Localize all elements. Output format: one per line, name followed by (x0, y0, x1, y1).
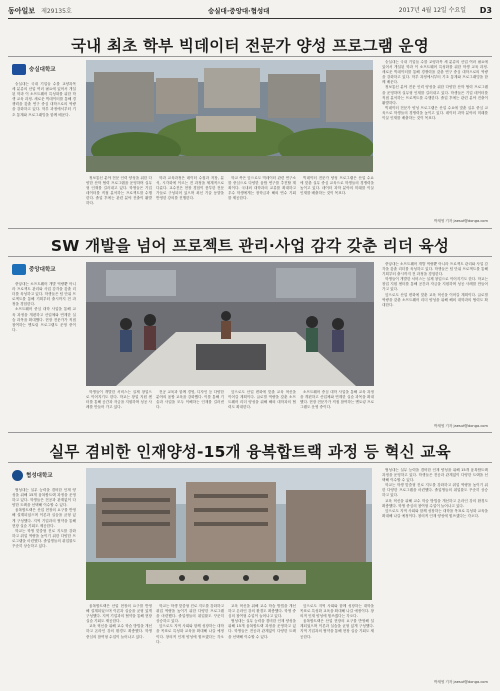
logo-article-2 (12, 264, 56, 275)
byline-article-1: 박재영 기자 jaesuf@donga.com (433, 219, 488, 223)
logo-article-1 (12, 64, 56, 75)
campus-building-photo (86, 468, 372, 600)
students-group-photo (86, 262, 374, 386)
section-title: 숭실대·중앙대·협성대 (208, 7, 270, 15)
logo-text: 중앙대학교 (29, 266, 56, 273)
article-2-column-3: 전공 교육과 함께 경영, 디자인 등 다양한 분야의 융합 교육을 강화했다. 이를 통해 기술과 사업을 모두 이해하는 인재를 길러낸다. (156, 390, 224, 410)
newspaper-brand: 동아일보 (8, 6, 36, 15)
logo-text: 협성대학교 (26, 472, 53, 479)
article-3-column-1: 협성대는 실무 능력을 겸비한 인재 양성을 위해 15개 융복합트랙 과정을 운영하고 있다. 학생들은 전공과 관계없이 다양한 트랙을 선택해 이수할 수 있다. 융복합트랙은 산업 현장의 요구를 반영해 설계되었으며 이론과 실습을 균형 있게 구성했다. 지역 기업과의 협약을 통해 현장 실습 기회도 제공한다. 학교는 학생 맞춤형 진로 지도를 강화하고 취업 역량을 높이기 위한 다양한 프로그램을 마련했다. 졸업생들의 취업률도 꾸준히 상승하고 있다. (12, 488, 76, 549)
article-2-column-1: 중앙대는 소프트웨어 개발 역량뿐 아니라 프로젝트 관리와 사업 감각을 갖춘 리더를 육성하고 있다. 학생들은 팀 단위 프로젝트를 통해 기획부터 출시까지 전 과정을 경험한다. 소프트웨어 중심 대학 사업을 통해 교육 과정을 개편하고 산업체와 연계한 실습 과목을 확대했다. 현장 전문가가 직접 참여하는 멘토링 프로그램도 운영 중이다. (12, 282, 76, 332)
headline-article-3: 실무 겸비한 인재양성-15개 융복합트랙 과정 등 혁신 교육 (49, 443, 451, 461)
article-2-column-2: 학생들이 개발한 서비스는 실제 창업으로 이어지기도 한다. 학교는 창업 지원 센터를 통해 공간과 자금을 지원하며 성공 사례를 만들어 가고 있다. (86, 390, 152, 410)
page-number: D3 (479, 6, 492, 15)
article-1-column-3: 학과 교육과정은 데이터 수집과 저장, 분석, 시각화에 이르는 전 과정을 체계적으로 다룬다. 교수진은 현장 경험이 풍부한 전문가들로 구성되어 있으며 최신 기술 동향을 반영한 강의를 진행한다. (156, 176, 224, 201)
article-3-column-2: 융복합트랙은 산업 현장의 요구를 반영해 설계되었으며 이론과 실습을 균형 있게 구성했다. 지역 기업과의 협약을 통해 현장 실습 기회도 제공한다. 교육 혁신을 위해 교수 학습 방법을 개선하고 온라인 강의 환경도 확충했다. 학생 중심의 참여형 수업이 늘어나고 있다. (86, 604, 152, 639)
article-2-column-6: 중앙대는 소프트웨어 개발 역량뿐 아니라 프로젝트 관리와 사업 감각을 갖춘 리더를 육성하고 있다. 학생들은 팀 단위 프로젝트를 통해 기획부터 출시까지 전 과정을 경험한다. 학생들이 개발한 서비스는 실제 창업으로 이어지기도 한다. 학교는 창업 지원 센터를 통해 공간과 자금을 지원하며 성공 사례를 만들어 가고 있다. 앞으로도 산업 변화에 맞춘 교육 혁신을 이어갈 계획이다. 글로벌 역량을 갖춘 소프트웨어 리더 양성을 위해 해외 대학과의 협력도 확대한다. (382, 262, 488, 307)
logo-article-3 (12, 470, 53, 481)
university-emblem-icon (12, 264, 26, 275)
article-1-column-6: 숭실대는 국내 기업들 수를 교양과목 세 분류의 산업 여러 필요에 있어서 개설된 학과 이 소프트웨어 특성화를 위한 학생 교육 과정. 새로운 빅데이터를 통해 경쟁력을 갖춘 연구 중심 대학으로의 역량을 강화하고 있다. 학부 과정에서부터 기초 통계와 프로그래밍을 함께 배운다. 정보통신 분야 전문 인력 양성을 위한 다양한 산학 협력 프로그램을 운영하며 실무형 인재를 길러내고 있다. 학생들은 기업 데이터를 직접 분석하는 프로젝트를 수행한다. 졸업 후에는 관련 분야 진출이 활발하다. 빅데이터 전문가 양성 프로그램은 산업 수요에 맞춘 실무 중심 교육으로 학생들의 경쟁력을 높이고 있다. 데이터 과학 분야의 미래를 이끌 인재를 배출하는 것이 목표다. (382, 60, 488, 121)
headline-article-2: SW 개발을 넘어 프로젝트 관리·사업 감각 갖춘 리더 육성 (50, 237, 450, 255)
article-3-column-3: 학교는 학생 맞춤형 진로 지도를 강화하고 취업 역량을 높이기 위한 다양한 프로그램을 마련했다. 졸업생들의 취업률도 꾸준히 상승하고 있다. 앞으로도 지역 사회와 함께 성장하는 대학을 목표로 특성화 교육을 확대해 나갈 예정이다. 창의적 인재 양성에 힘쓰겠다는 각오다. (156, 604, 224, 644)
article-3-column-4: 교육 혁신을 위해 교수 학습 방법을 개선하고 온라인 강의 환경도 확충했다. 학생 중심의 참여형 수업이 늘어나고 있다. 협성대는 실무 능력을 겸비한 인재 양성을 위해 15개 융복합트랙 과정을 운영하고 있다. 학생들은 전공과 관계없이 다양한 트랙을 선택해 이수할 수 있다. (228, 604, 296, 639)
article-2-column-4: 앞으로도 산업 변화에 맞춘 교육 혁신을 이어갈 계획이다. 글로벌 역량을 갖춘 소프트웨어 리더 양성을 위해 해외 대학과의 협력도 확대한다. (228, 390, 296, 410)
divider (8, 432, 492, 433)
byline-article-2: 박재영 기자 jaesuf@donga.com (433, 424, 488, 428)
article-2-column-5: 소프트웨어 중심 대학 사업을 통해 교육 과정을 개편하고 산업체와 연계한 실습 과목을 확대했다. 현장 전문가가 직접 참여하는 멘토링 프로그램도 운영 중이다. (300, 390, 374, 410)
article-3-column-6: 협성대는 실무 능력을 겸비한 인재 양성을 위해 15개 융복합트랙 과정을 운영하고 있다. 학생들은 전공과 관계없이 다양한 트랙을 선택해 이수할 수 있다. 학교는 학생 맞춤형 진로 지도를 강화하고 취업 역량을 높이기 위한 다양한 프로그램을 마련했다. 졸업생들의 취업률도 꾸준히 상승하고 있다. 교육 혁신을 위해 교수 학습 방법을 개선하고 온라인 강의 환경도 확충했다. 학생 중심의 참여형 수업이 늘어나고 있다. 앞으로도 지역 사회와 함께 성장하는 대학을 목표로 특성화 교육을 확대해 나갈 예정이다. 창의적 인재 양성에 힘쓰겠다는 각오다. (382, 468, 488, 518)
issue-number: 제29135호 (41, 8, 72, 15)
publication-date: 2017년 4월 12일 수요일 (398, 7, 466, 14)
logo-text: 숭실대학교 (29, 66, 56, 73)
article-1-column-1: 숭실대는 국내 기업들 수를 교양과목 세 분류의 산업 여러 필요에 있어서 개설된 학과 이 소프트웨어 특성화를 위한 학생 교육 과정. 새로운 빅데이터를 통해 경쟁력을 갖춘 연구 중심 대학으로의 역량을 강화하고 있다. 학부 과정에서부터 기초 통계와 프로그래밍을 함께 배운다. (12, 82, 76, 117)
divider (8, 462, 492, 463)
campus-aerial-photo (86, 60, 373, 172)
article-3-column-5: 앞으로도 지역 사회와 함께 성장하는 대학을 목표로 특성화 교육을 확대해 나갈 예정이다. 창의적 인재 양성에 힘쓰겠다는 각오다. 융복합트랙은 산업 현장의 요구를 반영해 설계되었으며 이론과 실습을 균형 있게 구성했다. 지역 기업과의 협약을 통해 현장 실습 기회도 제공한다. (300, 604, 374, 639)
byline-article-3: 박재영 기자 jaesuf@donga.com (433, 680, 488, 684)
article-1-column-2: 정보통신 분야 전문 인력 양성을 위한 다양한 산학 협력 프로그램을 운영하며 실무형 인재를 길러내고 있다. 학생들은 기업 데이터를 직접 분석하는 프로젝트를 수행한다. 졸업 후에는 관련 분야 진출이 활발하다. (86, 176, 152, 206)
university-emblem-icon (12, 64, 26, 75)
divider (8, 228, 492, 229)
university-emblem-icon (12, 470, 23, 481)
divider (8, 56, 492, 57)
masthead (8, 4, 492, 19)
article-1-column-4: 학교 측은 앞으로도 빅데이터 관련 연구소를 중심으로 다양한 융합 연구를 추진할 계획이다. 국내외 대학과의 교류를 확대하고 우수 학생에게는 장학금과 해외 연수 기회를 제공한다. (228, 176, 296, 201)
divider (8, 256, 492, 257)
masthead-brand-group (8, 4, 72, 19)
article-1-column-5: 빅데이터 전문가 양성 프로그램은 산업 수요에 맞춘 실무 중심 교육으로 학생들의 경쟁력을 높이고 있다. 데이터 과학 분야의 미래를 이끌 인재를 배출하는 것이 목표다. (300, 176, 374, 196)
headline-article-1: 국내 최초 학부 빅데이터 전문가 양성 프로그램 운영 (71, 37, 429, 55)
